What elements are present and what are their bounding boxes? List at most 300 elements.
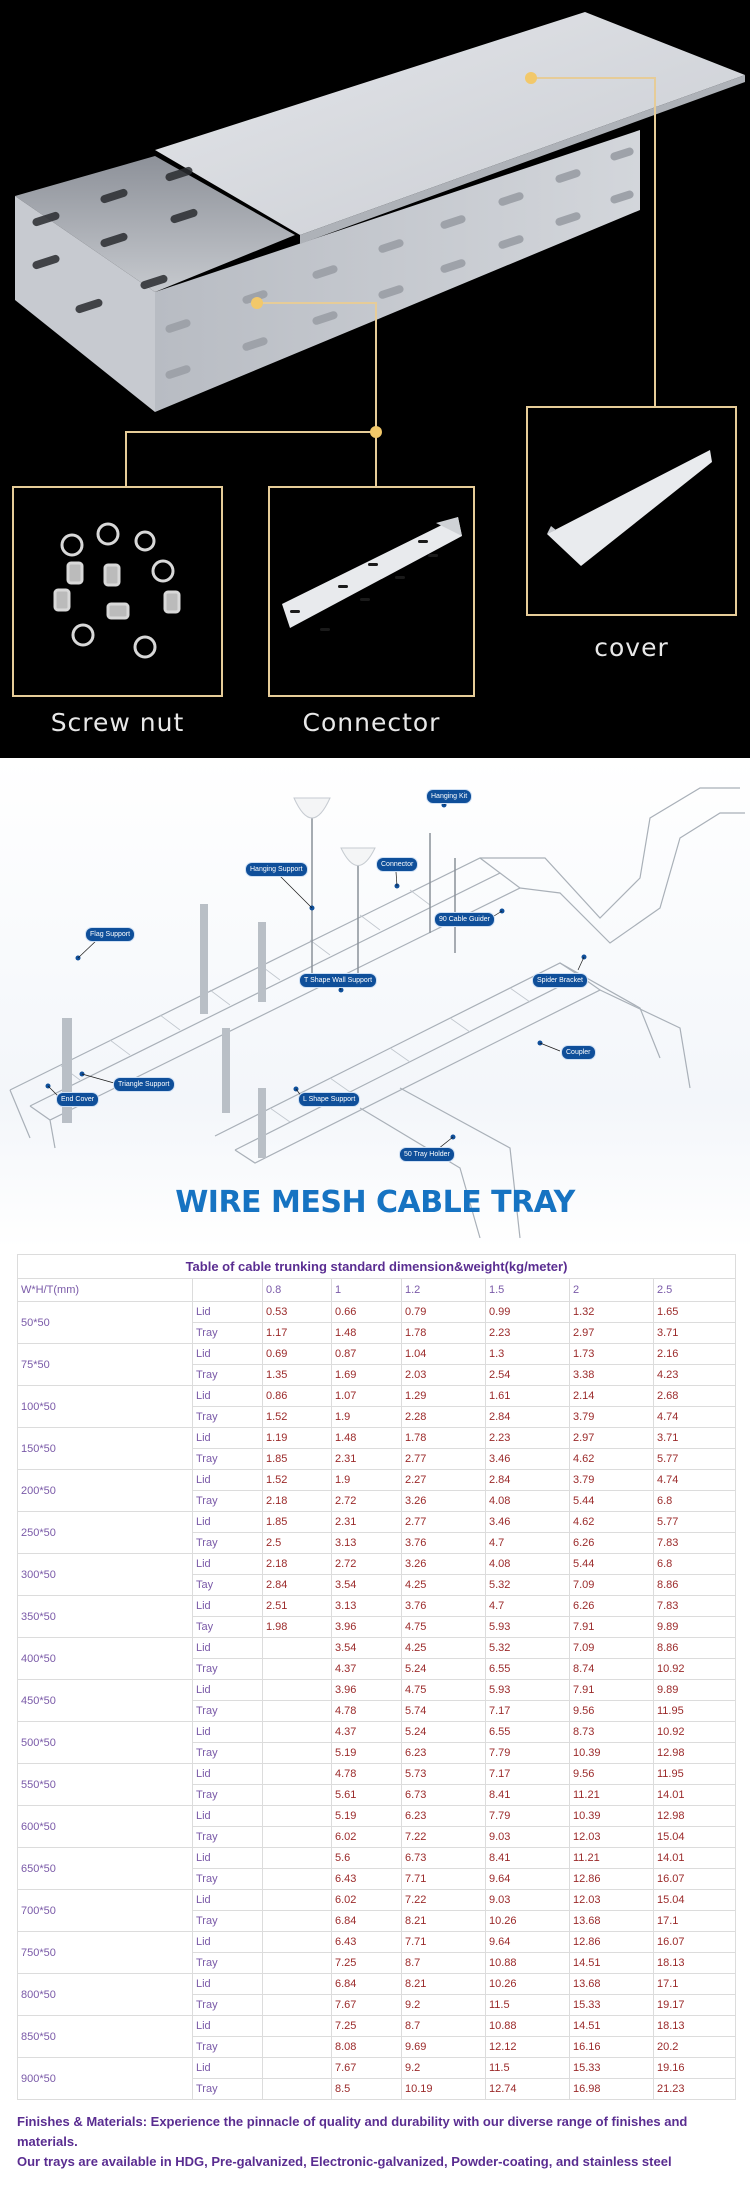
- weight-cell: 6.23: [402, 1806, 486, 1827]
- lid-label-cell: Lid: [193, 1344, 263, 1365]
- weight-cell: 5.24: [402, 1722, 486, 1743]
- weight-cell: 7.09: [570, 1575, 654, 1596]
- tray-label-cell: Tray: [193, 2037, 263, 2058]
- diagram-title: WIRE MESH CABLE TRAY: [175, 1185, 575, 1220]
- weight-cell: 11.21: [570, 1785, 654, 1806]
- weight-cell: 3.54: [332, 1575, 402, 1596]
- weight-cell: 6.55: [486, 1722, 570, 1743]
- weight-cell: 1.52: [263, 1470, 332, 1491]
- weight-cell: [263, 1680, 332, 1701]
- weight-cell: 4.25: [402, 1638, 486, 1659]
- lid-label-cell: Lid: [193, 1722, 263, 1743]
- weight-cell: 7.91: [570, 1617, 654, 1638]
- weight-cell: [263, 1806, 332, 1827]
- weight-cell: 8.73: [570, 1722, 654, 1743]
- lid-label-cell: Lid: [193, 2016, 263, 2037]
- weight-cell: 8.5: [332, 2079, 402, 2100]
- header-thickness: 0.8: [263, 1279, 332, 1302]
- tray-label-cell: Tray: [193, 1743, 263, 1764]
- weight-cell: 6.84: [332, 1911, 402, 1932]
- weight-cell: 2.54: [486, 1365, 570, 1386]
- weight-cell: 5.44: [570, 1554, 654, 1575]
- weight-cell: 9.2: [402, 2058, 486, 2079]
- weight-cell: 0.79: [402, 1302, 486, 1323]
- weight-cell: 9.03: [486, 1890, 570, 1911]
- weight-cell: [263, 2079, 332, 2100]
- weight-cell: 10.88: [486, 2016, 570, 2037]
- weight-cell: 10.26: [486, 1974, 570, 1995]
- size-cell: 400*50: [18, 1638, 193, 1680]
- weight-cell: 0.66: [332, 1302, 402, 1323]
- weight-cell: 3.79: [570, 1407, 654, 1428]
- weight-cell: 16.07: [654, 1869, 736, 1890]
- weight-cell: 4.08: [486, 1554, 570, 1575]
- weight-cell: 5.32: [486, 1575, 570, 1596]
- weight-cell: 1.98: [263, 1617, 332, 1638]
- weight-cell: 2.97: [570, 1323, 654, 1344]
- weight-cell: 11.95: [654, 1764, 736, 1785]
- weight-cell: 0.53: [263, 1302, 332, 1323]
- weight-cell: 7.83: [654, 1596, 736, 1617]
- product-hero-image: [0, 0, 750, 758]
- table-row: [18, 1554, 736, 1575]
- weight-cell: 12.03: [570, 1827, 654, 1848]
- weight-cell: [263, 1659, 332, 1680]
- weight-cell: 1.73: [570, 1344, 654, 1365]
- weight-cell: 4.75: [402, 1680, 486, 1701]
- weight-cell: [263, 1701, 332, 1722]
- callout-l-shape-support: L Shape Support: [298, 1092, 360, 1107]
- weight-cell: 4.74: [654, 1470, 736, 1491]
- weight-cell: 2.31: [332, 1449, 402, 1470]
- weight-cell: 3.96: [332, 1680, 402, 1701]
- weight-cell: [263, 1974, 332, 1995]
- weight-cell: 8.74: [570, 1659, 654, 1680]
- table-row: [18, 1470, 736, 1491]
- lid-label-cell: Lid: [193, 1806, 263, 1827]
- weight-cell: 7.17: [486, 1701, 570, 1722]
- weight-cell: [263, 1722, 332, 1743]
- header-thickness: 1.5: [486, 1279, 570, 1302]
- weight-cell: [263, 1932, 332, 1953]
- weight-cell: 7.22: [402, 1827, 486, 1848]
- weight-cell: 5.93: [486, 1680, 570, 1701]
- callout-end-cover: End Cover: [56, 1092, 99, 1107]
- weight-cell: 4.37: [332, 1722, 402, 1743]
- table-row: [18, 1890, 736, 1911]
- weight-cell: 11.5: [486, 1995, 570, 2016]
- weight-cell: [263, 2037, 332, 2058]
- weight-cell: 4.08: [486, 1491, 570, 1512]
- weight-cell: 11.95: [654, 1701, 736, 1722]
- weight-cell: 7.71: [402, 1932, 486, 1953]
- size-cell: 150*50: [18, 1428, 193, 1470]
- weight-cell: 2.23: [486, 1323, 570, 1344]
- table-row: [18, 1512, 736, 1533]
- weight-cell: 3.46: [486, 1449, 570, 1470]
- table-row: [18, 1722, 736, 1743]
- weight-cell: 17.1: [654, 1911, 736, 1932]
- lid-label-cell: Lid: [193, 1428, 263, 1449]
- weight-cell: 12.74: [486, 2079, 570, 2100]
- weight-cell: 13.68: [570, 1911, 654, 1932]
- weight-cell: 5.61: [332, 1785, 402, 1806]
- weight-cell: 8.08: [332, 2037, 402, 2058]
- weight-cell: 3.76: [402, 1596, 486, 1617]
- weight-cell: 7.09: [570, 1638, 654, 1659]
- size-cell: 200*50: [18, 1470, 193, 1512]
- weight-cell: 1.04: [402, 1344, 486, 1365]
- weight-cell: 4.78: [332, 1764, 402, 1785]
- size-cell: 900*50: [18, 2058, 193, 2100]
- weight-cell: 2.16: [654, 1344, 736, 1365]
- table-row: [18, 2058, 736, 2079]
- weight-cell: 14.51: [570, 2016, 654, 2037]
- weight-cell: 6.26: [570, 1596, 654, 1617]
- weight-cell: 0.99: [486, 1302, 570, 1323]
- table-row: [18, 1848, 736, 1869]
- weight-cell: 12.12: [486, 2037, 570, 2058]
- weight-cell: 6.73: [402, 1785, 486, 1806]
- tray-label-cell: Tray: [193, 1533, 263, 1554]
- lid-label-cell: Lid: [193, 1470, 263, 1491]
- weight-cell: 6.84: [332, 1974, 402, 1995]
- size-cell: 50*50: [18, 1302, 193, 1344]
- callout-coupler: Coupler: [561, 1045, 596, 1060]
- weight-cell: 12.98: [654, 1743, 736, 1764]
- weight-cell: [263, 1995, 332, 2016]
- weight-cell: 8.86: [654, 1575, 736, 1596]
- finishes-line-2: Our trays are available in HDG, Pre-galvanized, Electronic-galvanized, Powder-coating, and stainless steel: [17, 2154, 672, 2169]
- tray-label-cell: Tray: [193, 1491, 263, 1512]
- weight-cell: 5.19: [332, 1806, 402, 1827]
- weight-cell: 7.71: [402, 1869, 486, 1890]
- tray-label-cell: Tray: [193, 1785, 263, 1806]
- lid-label-cell: Lid: [193, 1386, 263, 1407]
- table-row: [18, 1428, 736, 1449]
- callout-hanging-support: Hanging Support: [245, 862, 308, 877]
- tray-label-cell: Tray: [193, 1995, 263, 2016]
- weight-cell: 3.71: [654, 1323, 736, 1344]
- weight-cell: 1.48: [332, 1428, 402, 1449]
- weight-cell: 6.23: [402, 1743, 486, 1764]
- weight-cell: 6.55: [486, 1659, 570, 1680]
- weight-cell: 2.14: [570, 1386, 654, 1407]
- lid-label-cell: Lid: [193, 1512, 263, 1533]
- callout-hanging-kit: Hanging Kit: [426, 789, 472, 804]
- weight-cell: 7.25: [332, 1953, 402, 1974]
- weight-cell: [263, 1785, 332, 1806]
- table-caption: Table of cable trunking standard dimension&weight(kg/meter): [18, 1255, 736, 1279]
- table-row: [18, 1974, 736, 1995]
- weight-cell: 7.67: [332, 2058, 402, 2079]
- weight-cell: 9.64: [486, 1869, 570, 1890]
- weight-cell: 4.78: [332, 1701, 402, 1722]
- weight-cell: 11.5: [486, 2058, 570, 2079]
- weight-cell: 3.79: [570, 1470, 654, 1491]
- weight-cell: 7.17: [486, 1764, 570, 1785]
- tray-label-cell: Tray: [193, 1827, 263, 1848]
- lid-label-cell: Lid: [193, 1680, 263, 1701]
- size-cell: 850*50: [18, 2016, 193, 2058]
- weight-cell: 15.33: [570, 2058, 654, 2079]
- weight-cell: 16.07: [654, 1932, 736, 1953]
- size-cell: 600*50: [18, 1806, 193, 1848]
- weight-cell: 2.84: [486, 1470, 570, 1491]
- weight-cell: 0.86: [263, 1386, 332, 1407]
- weight-cell: 4.7: [486, 1533, 570, 1554]
- weight-cell: 11.21: [570, 1848, 654, 1869]
- weight-cell: 19.17: [654, 1995, 736, 2016]
- table-caption-row: [18, 1255, 736, 1279]
- weight-cell: 5.93: [486, 1617, 570, 1638]
- tray-label-cell: Tray: [193, 1365, 263, 1386]
- size-cell: 450*50: [18, 1680, 193, 1722]
- size-cell: 700*50: [18, 1890, 193, 1932]
- weight-cell: 2.77: [402, 1449, 486, 1470]
- weight-cell: 2.72: [332, 1491, 402, 1512]
- weight-cell: [263, 1827, 332, 1848]
- weight-cell: [263, 1743, 332, 1764]
- weight-cell: 5.73: [402, 1764, 486, 1785]
- screw-nut-frame: [12, 486, 223, 697]
- callout-connector: Connector: [376, 857, 418, 872]
- weight-cell: [263, 1764, 332, 1785]
- weight-cell: 1.9: [332, 1407, 402, 1428]
- size-cell: 500*50: [18, 1722, 193, 1764]
- weight-cell: 2.23: [486, 1428, 570, 1449]
- weight-cell: 6.8: [654, 1491, 736, 1512]
- weight-cell: 1.85: [263, 1512, 332, 1533]
- weight-cell: 5.32: [486, 1638, 570, 1659]
- weight-cell: 8.86: [654, 1638, 736, 1659]
- tray-label-cell: Tay: [193, 1575, 263, 1596]
- weight-cell: 6.02: [332, 1890, 402, 1911]
- weight-cell: 7.67: [332, 1995, 402, 2016]
- size-cell: 300*50: [18, 1554, 193, 1596]
- weight-cell: 2.28: [402, 1407, 486, 1428]
- weight-cell: 3.13: [332, 1533, 402, 1554]
- lid-label-cell: Lid: [193, 1638, 263, 1659]
- weight-cell: 2.68: [654, 1386, 736, 1407]
- weight-cell: 10.92: [654, 1659, 736, 1680]
- header-blank: [193, 1279, 263, 1302]
- weight-cell: 14.51: [570, 1953, 654, 1974]
- weight-cell: 3.26: [402, 1491, 486, 1512]
- header-thickness: 1: [332, 1279, 402, 1302]
- size-cell: 100*50: [18, 1386, 193, 1428]
- weight-cell: 1.65: [654, 1302, 736, 1323]
- weight-cell: 4.7: [486, 1596, 570, 1617]
- weight-cell: 4.75: [402, 1617, 486, 1638]
- lid-label-cell: Lid: [193, 1932, 263, 1953]
- size-cell: 650*50: [18, 1848, 193, 1890]
- table-row: [18, 1806, 736, 1827]
- weight-cell: 9.64: [486, 1932, 570, 1953]
- lid-label-cell: Lid: [193, 1848, 263, 1869]
- callout-90-cable-guider: 90 Cable Guider: [434, 912, 495, 927]
- weight-cell: 10.88: [486, 1953, 570, 1974]
- weight-cell: 9.2: [402, 1995, 486, 2016]
- tray-label-cell: Tray: [193, 1449, 263, 1470]
- weight-cell: 18.13: [654, 1953, 736, 1974]
- tray-label-cell: Tray: [193, 1323, 263, 1344]
- table-row: [18, 1680, 736, 1701]
- table-row: [18, 2016, 736, 2037]
- weight-cell: 17.1: [654, 1974, 736, 1995]
- callout-t-shape-wall-support: T Shape Wall Support: [299, 973, 377, 988]
- lid-label-cell: Lid: [193, 1974, 263, 1995]
- weight-cell: 2.03: [402, 1365, 486, 1386]
- table-row: [18, 1302, 736, 1323]
- weight-cell: 9.56: [570, 1701, 654, 1722]
- weight-cell: 13.68: [570, 1974, 654, 1995]
- size-cell: 800*50: [18, 1974, 193, 2016]
- size-cell: 350*50: [18, 1596, 193, 1638]
- weight-cell: 1.19: [263, 1428, 332, 1449]
- finishes-line-1: Finishes & Materials: Experience the pinnacle of quality and durability with our diverse range of finishes and materials.: [17, 2114, 688, 2149]
- weight-cell: 15.04: [654, 1827, 736, 1848]
- weight-cell: 3.46: [486, 1512, 570, 1533]
- callout-flag-support: Flag Support: [85, 927, 135, 942]
- weight-cell: 1.78: [402, 1323, 486, 1344]
- tray-label-cell: Tray: [193, 2079, 263, 2100]
- weight-cell: 19.16: [654, 2058, 736, 2079]
- wire-mesh-illustration: [0, 758, 750, 1248]
- wire-mesh-tray-diagram: [0, 758, 750, 1248]
- weight-cell: 2.72: [332, 1554, 402, 1575]
- weight-cell: 2.84: [486, 1407, 570, 1428]
- weight-cell: 1.17: [263, 1323, 332, 1344]
- weight-cell: [263, 2058, 332, 2079]
- lid-label-cell: Lid: [193, 1764, 263, 1785]
- weight-cell: 14.01: [654, 1785, 736, 1806]
- tray-label-cell: Tray: [193, 1911, 263, 1932]
- weight-cell: 5.19: [332, 1743, 402, 1764]
- weight-cell: 1.48: [332, 1323, 402, 1344]
- weight-cell: 3.96: [332, 1617, 402, 1638]
- weight-cell: 8.21: [402, 1911, 486, 1932]
- weight-cell: 4.62: [570, 1449, 654, 1470]
- weight-cell: 5.77: [654, 1449, 736, 1470]
- weight-cell: 12.03: [570, 1890, 654, 1911]
- spec-table: [17, 1254, 736, 2100]
- weight-cell: 8.7: [402, 2016, 486, 2037]
- weight-cell: [263, 2016, 332, 2037]
- cover-label: cover: [594, 633, 669, 662]
- weight-cell: 2.77: [402, 1512, 486, 1533]
- callout-spider-bracket: Spider Bracket: [532, 973, 588, 988]
- weight-cell: 4.23: [654, 1365, 736, 1386]
- table-row: [18, 1386, 736, 1407]
- weight-cell: 8.41: [486, 1785, 570, 1806]
- connector-frame: [268, 486, 475, 697]
- weight-cell: 3.54: [332, 1638, 402, 1659]
- weight-cell: 9.69: [402, 2037, 486, 2058]
- weight-cell: 3.38: [570, 1365, 654, 1386]
- weight-cell: 9.89: [654, 1617, 736, 1638]
- weight-cell: 6.8: [654, 1554, 736, 1575]
- weight-cell: 8.7: [402, 1953, 486, 1974]
- table-row: [18, 1764, 736, 1785]
- size-cell: 75*50: [18, 1344, 193, 1386]
- weight-cell: 3.71: [654, 1428, 736, 1449]
- tray-label-cell: Tray: [193, 1659, 263, 1680]
- header-size-label: W*H/T(mm): [18, 1279, 193, 1302]
- lid-label-cell: Lid: [193, 1596, 263, 1617]
- weight-cell: 1.32: [570, 1302, 654, 1323]
- size-cell: 550*50: [18, 1764, 193, 1806]
- weight-cell: 12.86: [570, 1932, 654, 1953]
- weight-cell: 6.43: [332, 1869, 402, 1890]
- size-cell: 250*50: [18, 1512, 193, 1554]
- callout-triangle-support: Triangle Support: [113, 1077, 175, 1092]
- weight-cell: 1.07: [332, 1386, 402, 1407]
- weight-cell: 10.39: [570, 1806, 654, 1827]
- tray-label-cell: Tray: [193, 1407, 263, 1428]
- weight-cell: 1.69: [332, 1365, 402, 1386]
- weight-cell: 4.62: [570, 1512, 654, 1533]
- weight-cell: 7.22: [402, 1890, 486, 1911]
- weight-cell: 14.01: [654, 1848, 736, 1869]
- header-thickness: 2: [570, 1279, 654, 1302]
- weight-cell: 1.78: [402, 1428, 486, 1449]
- tray-label-cell: Tray: [193, 1701, 263, 1722]
- lid-label-cell: Lid: [193, 2058, 263, 2079]
- weight-cell: 6.43: [332, 1932, 402, 1953]
- tray-label-cell: Tay: [193, 1617, 263, 1638]
- lid-label-cell: Lid: [193, 1890, 263, 1911]
- cover-frame: [526, 406, 737, 616]
- weight-cell: 2.18: [263, 1491, 332, 1512]
- weight-cell: 2.5: [263, 1533, 332, 1554]
- table-row: [18, 1596, 736, 1617]
- weight-cell: 10.26: [486, 1911, 570, 1932]
- weight-cell: 0.87: [332, 1344, 402, 1365]
- weight-cell: 18.13: [654, 2016, 736, 2037]
- weight-cell: 3.13: [332, 1596, 402, 1617]
- callout-50-tray-holder: 50 Tray Holder: [399, 1147, 455, 1162]
- header-thickness: 1.2: [402, 1279, 486, 1302]
- weight-cell: 1.35: [263, 1365, 332, 1386]
- weight-cell: 7.83: [654, 1533, 736, 1554]
- weight-cell: [263, 1848, 332, 1869]
- weight-cell: 1.52: [263, 1407, 332, 1428]
- weight-cell: 2.51: [263, 1596, 332, 1617]
- table-row: [18, 1638, 736, 1659]
- table-row: [18, 1932, 736, 1953]
- weight-cell: 12.98: [654, 1806, 736, 1827]
- weight-cell: 12.86: [570, 1869, 654, 1890]
- tray-label-cell: Tray: [193, 1953, 263, 1974]
- weight-cell: 15.04: [654, 1890, 736, 1911]
- weight-cell: 2.18: [263, 1554, 332, 1575]
- weight-cell: 1.85: [263, 1449, 332, 1470]
- weight-cell: 10.39: [570, 1743, 654, 1764]
- weight-cell: 6.26: [570, 1533, 654, 1554]
- weight-cell: 8.21: [402, 1974, 486, 1995]
- weight-cell: 1.29: [402, 1386, 486, 1407]
- weight-cell: [263, 1953, 332, 1974]
- weight-cell: 7.79: [486, 1743, 570, 1764]
- lid-label-cell: Lid: [193, 1554, 263, 1575]
- weight-cell: [263, 1911, 332, 1932]
- weight-cell: [263, 1638, 332, 1659]
- weight-cell: 16.98: [570, 2079, 654, 2100]
- header-thickness: 2.5: [654, 1279, 736, 1302]
- size-cell: 750*50: [18, 1932, 193, 1974]
- weight-cell: 20.2: [654, 2037, 736, 2058]
